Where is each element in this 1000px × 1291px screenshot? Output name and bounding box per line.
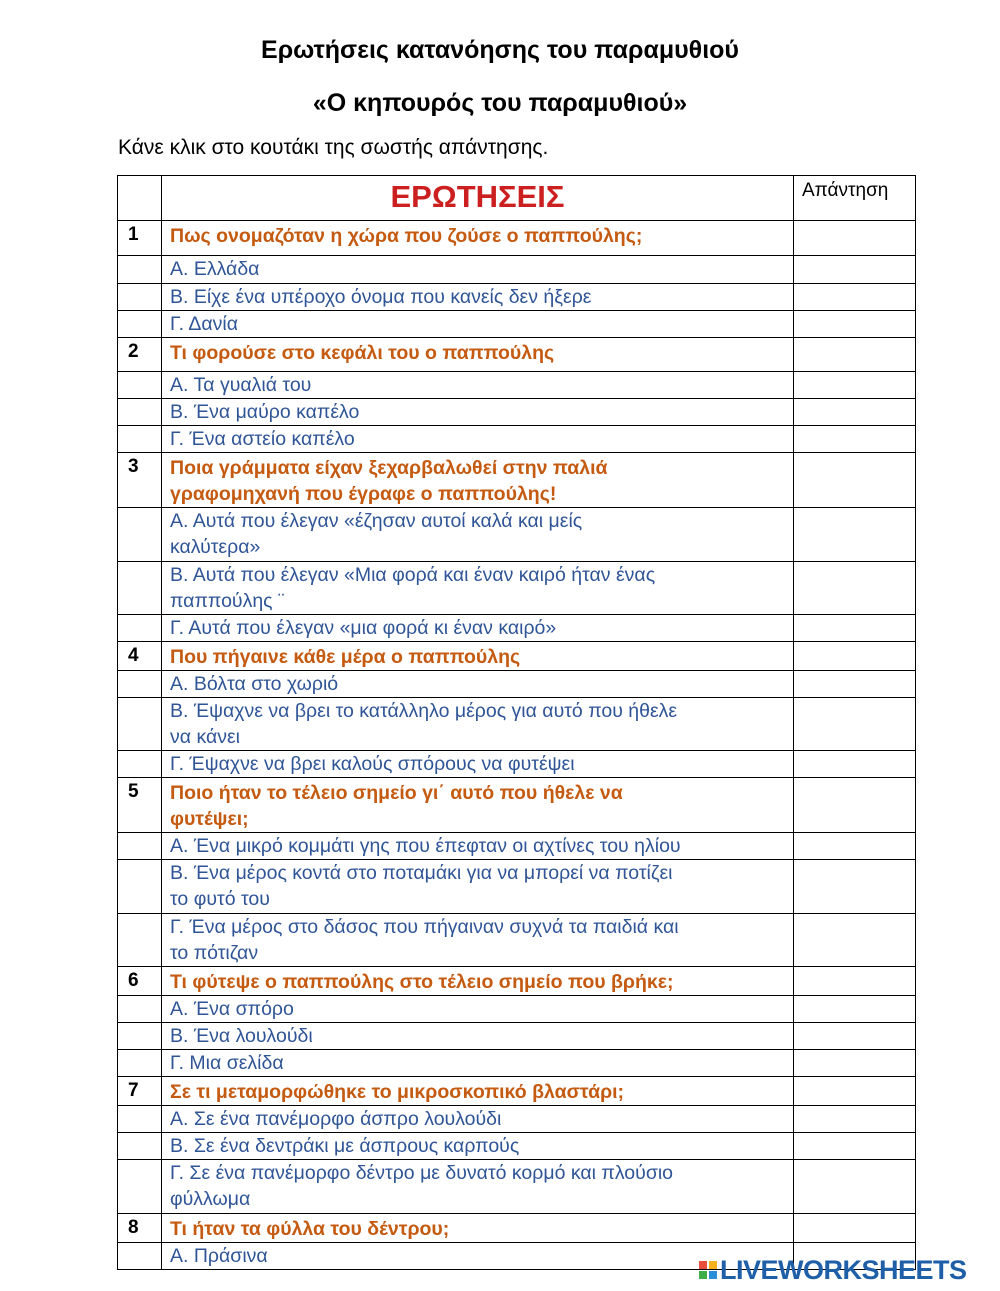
option-text: Α. Ένα σπόρο bbox=[162, 996, 794, 1023]
answer-checkbox[interactable] bbox=[794, 671, 916, 698]
question-text: Τι φύτεψε ο παππούλης στο τέλειο σημείο που βρήκε; bbox=[162, 967, 794, 996]
option-row bbox=[118, 399, 916, 426]
table-header-row bbox=[118, 176, 916, 221]
story-title: «Ο κηπουρός του παραμυθιού» bbox=[312, 89, 688, 117]
question-number bbox=[118, 1243, 162, 1270]
instruction-text: Κάνε κλικ στο κουτάκι της σωστής απάντησης. bbox=[118, 136, 549, 159]
header-number-cell bbox=[118, 176, 162, 221]
question-row bbox=[118, 1214, 916, 1243]
answer-checkbox[interactable] bbox=[794, 1106, 916, 1133]
question-number: 4 bbox=[118, 642, 162, 671]
answer-checkbox[interactable] bbox=[794, 1133, 916, 1160]
question-row bbox=[118, 338, 916, 372]
logo-blocks-icon bbox=[699, 1261, 717, 1279]
answer-checkbox[interactable] bbox=[794, 751, 916, 778]
liveworksheets-logo bbox=[699, 1254, 967, 1285]
question-row bbox=[118, 642, 916, 671]
answer-checkbox[interactable] bbox=[794, 1023, 916, 1050]
question-number: 5 bbox=[118, 778, 162, 833]
option-text: Β. Ένα λουλούδι bbox=[162, 1023, 794, 1050]
option-row bbox=[118, 751, 916, 778]
option-text: Β. Ένα μαύρο καπέλο bbox=[162, 399, 794, 426]
question-number bbox=[118, 860, 162, 914]
question-text: Ποια γράμματα είχαν ξεχαρβαλωθεί στην παλιά γραφομηχανή που έγραφε ο παππούλης! bbox=[162, 453, 794, 508]
question-number bbox=[118, 833, 162, 860]
question-number bbox=[118, 615, 162, 642]
answer-checkbox[interactable] bbox=[794, 996, 916, 1023]
question-number: 2 bbox=[118, 338, 162, 372]
question-row bbox=[118, 1077, 916, 1106]
option-row bbox=[118, 914, 916, 967]
answer-checkbox[interactable] bbox=[794, 399, 916, 426]
logo-block bbox=[709, 1261, 717, 1269]
question-answer-cell bbox=[794, 1214, 916, 1243]
question-row bbox=[118, 221, 916, 256]
worksheet-title: Ερωτήσεις κατανόησης του παραμυθιού bbox=[261, 36, 739, 64]
question-number bbox=[118, 751, 162, 778]
option-row bbox=[118, 671, 916, 698]
option-text: Γ. Ένα αστείο καπέλο bbox=[162, 426, 794, 453]
question-row bbox=[118, 778, 916, 833]
answer-checkbox[interactable] bbox=[794, 508, 916, 562]
question-number bbox=[118, 1106, 162, 1133]
answer-checkbox[interactable] bbox=[794, 615, 916, 642]
question-text: Τι φορούσε στο κεφάλι του ο παππούλης bbox=[162, 338, 794, 372]
answer-checkbox[interactable] bbox=[794, 372, 916, 399]
question-number bbox=[118, 562, 162, 615]
option-text: Β. Είχε ένα υπέροχο όνομα που κανείς δεν ήξερε bbox=[162, 284, 794, 311]
answer-checkbox[interactable] bbox=[794, 256, 916, 284]
option-row bbox=[118, 1050, 916, 1077]
question-answer-cell bbox=[794, 778, 916, 833]
option-row bbox=[118, 860, 916, 914]
option-text: Γ. Αυτά που έλεγαν «μια φορά κι έναν καιρό» bbox=[162, 615, 794, 642]
option-text: Γ. Ένα μέρος στο δάσος που πήγαιναν συχνά τα παιδιά και το πότιζαν bbox=[162, 914, 794, 967]
option-text: Γ. Έψαχνε να βρει καλούς σπόρους να φυτέψει bbox=[162, 751, 794, 778]
question-number bbox=[118, 508, 162, 562]
question-answer-cell bbox=[794, 642, 916, 671]
question-number: 1 bbox=[118, 221, 162, 256]
question-answer-cell bbox=[794, 967, 916, 996]
question-number bbox=[118, 1023, 162, 1050]
question-number bbox=[118, 1050, 162, 1077]
question-number: 3 bbox=[118, 453, 162, 508]
question-text: Τι ήταν τα φύλλα του δέντρου; bbox=[162, 1214, 794, 1243]
question-text: Ποιο ήταν το τέλειο σημείο γι΄ αυτό που ήθελε να φυτέψει; bbox=[162, 778, 794, 833]
option-row bbox=[118, 996, 916, 1023]
option-text: Α. Αυτά που έλεγαν «έζησαν αυτοί καλά και μείς καλύτερα» bbox=[162, 508, 794, 562]
option-text: Γ. Μια σελίδα bbox=[162, 1050, 794, 1077]
answer-header: Απάντηση bbox=[794, 176, 916, 221]
answer-checkbox[interactable] bbox=[794, 914, 916, 967]
logo-block bbox=[699, 1261, 707, 1269]
option-row bbox=[118, 256, 916, 284]
option-text: Α. Πράσινα bbox=[162, 1243, 794, 1270]
question-number: 6 bbox=[118, 967, 162, 996]
answer-checkbox[interactable] bbox=[794, 311, 916, 338]
option-row bbox=[118, 1023, 916, 1050]
answer-checkbox[interactable] bbox=[794, 698, 916, 751]
option-text: Α. Ελλάδα bbox=[162, 256, 794, 284]
answer-checkbox[interactable] bbox=[794, 860, 916, 914]
answer-checkbox[interactable] bbox=[794, 1160, 916, 1214]
questions-header: ΕΡΩΤΗΣΕΙΣ bbox=[162, 176, 794, 221]
question-number bbox=[118, 698, 162, 751]
option-row bbox=[118, 1160, 916, 1214]
question-answer-cell bbox=[794, 338, 916, 372]
question-row bbox=[118, 453, 916, 508]
question-number: 7 bbox=[118, 1077, 162, 1106]
answer-checkbox[interactable] bbox=[794, 833, 916, 860]
option-text: Α. Τα γυαλιά του bbox=[162, 372, 794, 399]
question-text: Που πήγαινε κάθε μέρα ο παππούλης bbox=[162, 642, 794, 671]
question-number bbox=[118, 256, 162, 284]
question-row bbox=[118, 967, 916, 996]
option-text: Γ. Σε ένα πανέμορφο δέντρο με δυνατό κορμό και πλούσιο φύλλωμα bbox=[162, 1160, 794, 1214]
option-row bbox=[118, 284, 916, 311]
option-row bbox=[118, 1106, 916, 1133]
answer-checkbox[interactable] bbox=[794, 426, 916, 453]
option-text: Β. Αυτά που έλεγαν «Μια φορά και έναν καιρό ήταν ένας παππούλης ¨ bbox=[162, 562, 794, 615]
question-number bbox=[118, 426, 162, 453]
answer-checkbox[interactable] bbox=[794, 284, 916, 311]
question-number bbox=[118, 996, 162, 1023]
question-number bbox=[118, 914, 162, 967]
question-answer-cell bbox=[794, 221, 916, 256]
option-text: Α. Σε ένα πανέμορφο άσπρο λουλούδι bbox=[162, 1106, 794, 1133]
option-row bbox=[118, 698, 916, 751]
option-text: Α. Ένα μικρό κομμάτι γης που έπεφταν οι αχτίνες του ηλίου bbox=[162, 833, 794, 860]
option-row bbox=[118, 426, 916, 453]
question-number: 8 bbox=[118, 1214, 162, 1243]
question-number bbox=[118, 311, 162, 338]
option-text: Β. Ένα μέρος κοντά στο ποταμάκι για να μπορεί να ποτίζει το φυτό του bbox=[162, 860, 794, 914]
option-row bbox=[118, 833, 916, 860]
question-number bbox=[118, 671, 162, 698]
question-answer-cell bbox=[794, 453, 916, 508]
question-text: Πως ονομαζόταν η χώρα που ζούσε ο παππούλης; bbox=[162, 221, 794, 256]
question-number bbox=[118, 372, 162, 399]
questions-table bbox=[117, 175, 916, 1270]
option-row bbox=[118, 508, 916, 562]
logo-text: LIVEWORKSHEETS bbox=[720, 1254, 967, 1285]
option-row bbox=[118, 372, 916, 399]
logo-block bbox=[709, 1271, 717, 1279]
answer-checkbox[interactable] bbox=[794, 1050, 916, 1077]
answer-checkbox[interactable] bbox=[794, 562, 916, 615]
option-text: Γ. Δανία bbox=[162, 311, 794, 338]
question-text: Σε τι μεταμορφώθηκε το μικροσκοπικό βλαστάρι; bbox=[162, 1077, 794, 1106]
option-text: Β. Σε ένα δεντράκι με άσπρους καρπούς bbox=[162, 1133, 794, 1160]
logo-block bbox=[699, 1271, 707, 1279]
question-answer-cell bbox=[794, 1077, 916, 1106]
option-row bbox=[118, 615, 916, 642]
question-number bbox=[118, 399, 162, 426]
option-text: Β. Έψαχνε να βρει το κατάλληλο μέρος για αυτό που ήθελε να κάνει bbox=[162, 698, 794, 751]
question-number bbox=[118, 1133, 162, 1160]
option-row bbox=[118, 311, 916, 338]
question-number bbox=[118, 284, 162, 311]
option-row bbox=[118, 1133, 916, 1160]
option-text: Α. Βόλτα στο χωριό bbox=[162, 671, 794, 698]
option-row bbox=[118, 562, 916, 615]
question-number bbox=[118, 1160, 162, 1214]
